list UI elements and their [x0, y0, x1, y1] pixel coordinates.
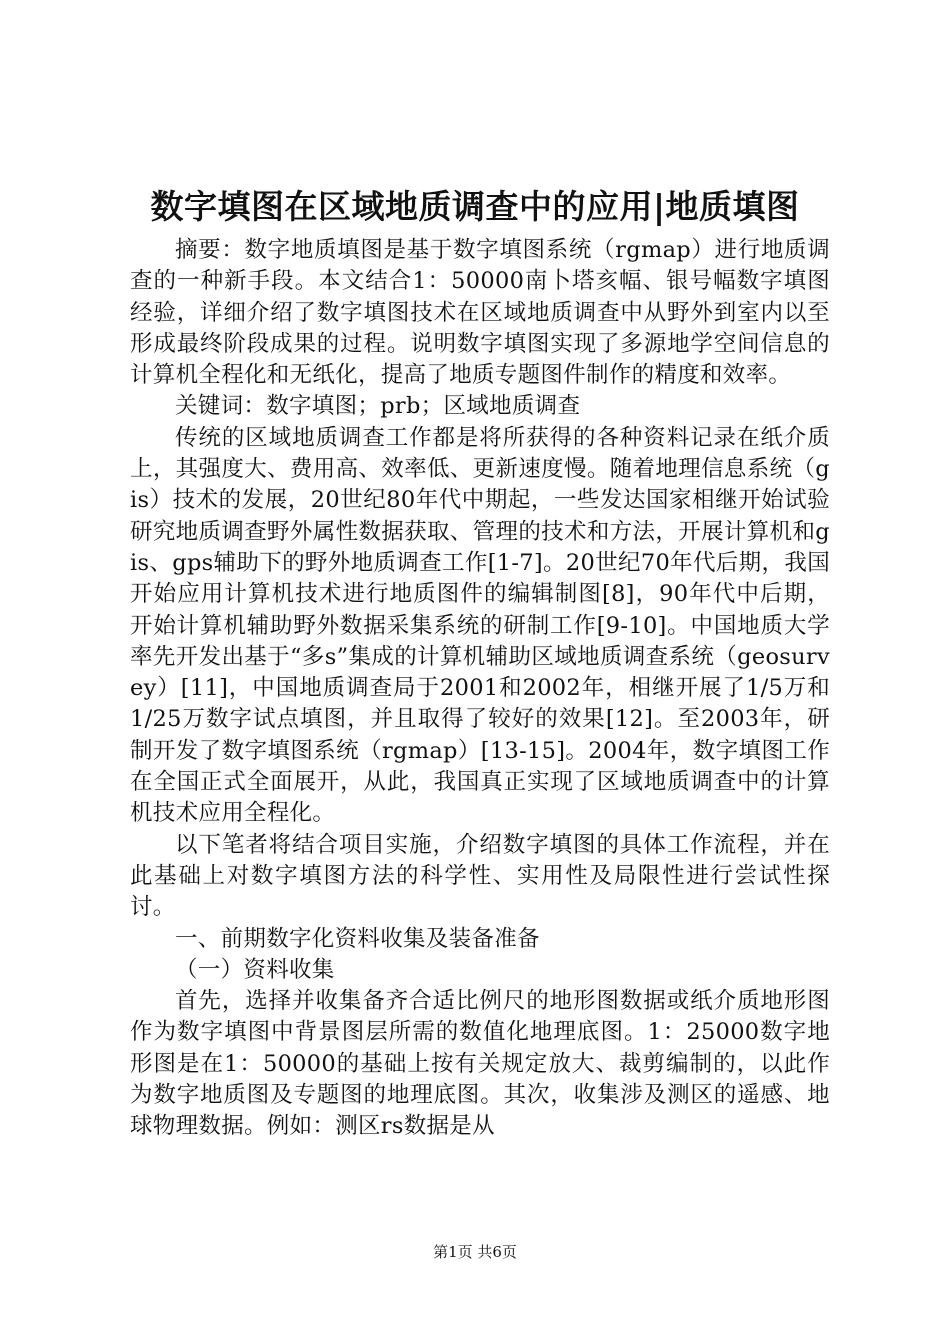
intro-paragraph: 传统的区域地质调查工作都是将所获得的各种资料记录在纸介质上，其强度大、费用高、效率低、更新速度慢。随着地理信息系统（gis）技术的发展，20世纪80年代中期起，一些发达国家相继开始试验研究地质调查野外属性数据获取、管理的技术和方法，开展计算机和gis、gps辅助下的野外地质调查工作[1-7]。20世纪70年代后期，我国开始应用计算机技术进行地质图件的编辑制图[8]，90年代中后期，开始计算机辅助野外数据采集系统的研制工作[9-10]。中国地质大学率先开发出基于“多s”集成的计算机辅助区域地质调查系统（geosurvey）[11]，中国地质调查局于2001和2002年，相继开展了1/5万和1/25万数字试点填图，并且取得了较好的效果[12]。至2003年，研制开发了数字填图系统（rgmap）[13-15]。2004年，数字填图工作在全国正式全面展开，从此，我国真正实现了区域地质调查中的计算机技术应用全程化。	[130, 424, 830, 827]
keywords-paragraph: 关键词：数字填图；prb；区域地质调查	[175, 393, 581, 420]
page-number-footer: 第1页 共6页	[433, 1243, 517, 1261]
document-body	[130, 235, 830, 1143]
scope-paragraph: 以下笔者将结合项目实施，介绍数字填图的具体工作流程，并在此基础上对数字填图方法的科学性、实用性及局限性进行尝试性探讨。	[130, 831, 830, 921]
section-heading-1: 一、前期数字化资料收集及装备准备	[175, 925, 540, 952]
abstract-paragraph: 摘要：数字地质填图是基于数字填图系统（rgmap）进行地质调查的一种新手段。本文结合1：50000南卜塔亥幅、银号幅数字填图经验，详细介绍了数字填图技术在区域地质调查中从野外到室内以至形成最终阶段成果的过程。说明数字填图实现了多源地学空间信息的计算机全程化和无纸化，提高了地质专题图件制作的精度和效率。	[130, 237, 830, 389]
data-collection-paragraph: 首先，选择并收集备齐合适比例尺的地形图数据或纸介质地形图作为数字填图中背景图层所需的数值化地理底图。1：25000数字地形图是在1：50000的基础上按有关规定放大、裁剪编制的，以此作为数字地质图及专题图的地理底图。其次，收集涉及测区的遥感、地球物理数据。例如：测区rs数据是从	[130, 988, 830, 1140]
subsection-heading-1: （一）资料收集	[175, 956, 335, 983]
document-title: 数字填图在区域地质调查中的应用|地质填图	[150, 187, 800, 226]
